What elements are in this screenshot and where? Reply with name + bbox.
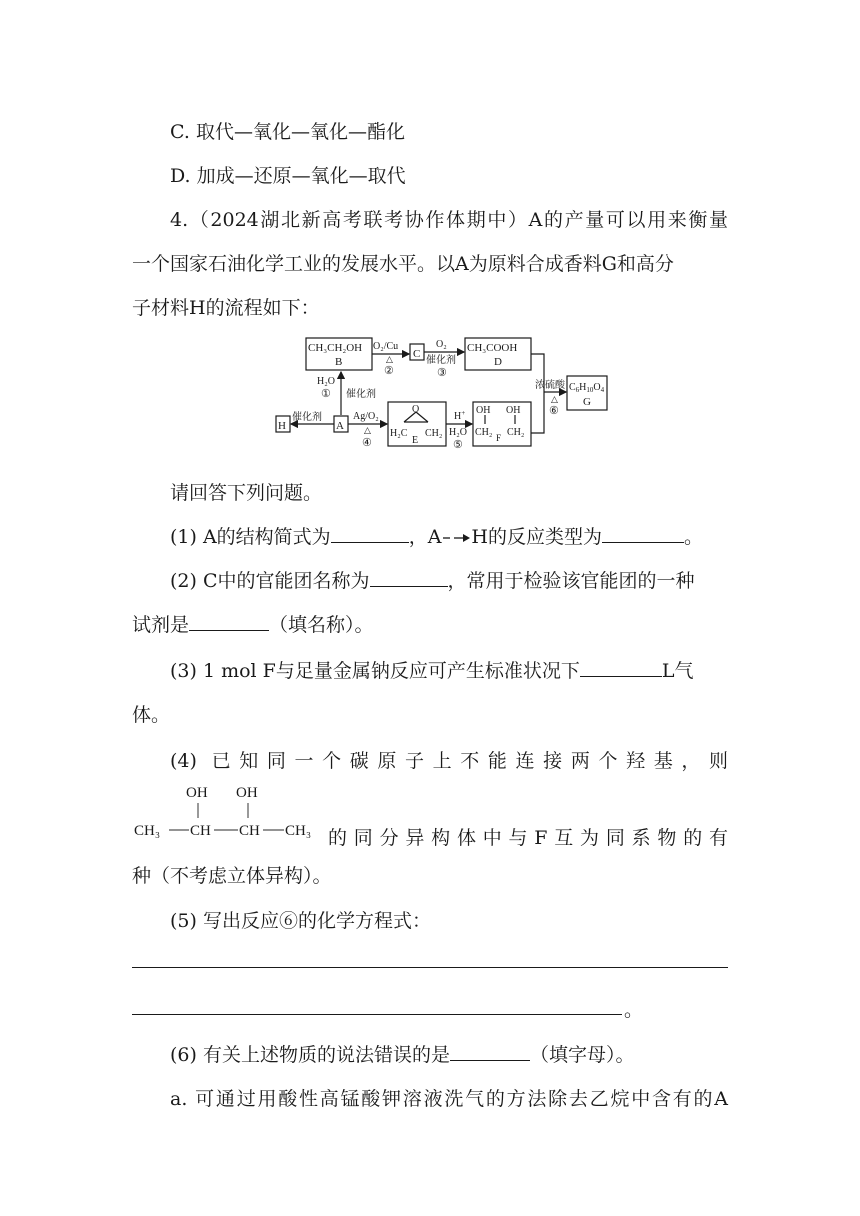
reagent-heat-4: △ bbox=[364, 425, 371, 435]
box-g-formula: $C_6H_{10}O_4$ bbox=[569, 382, 605, 394]
question-stem-1: A的产量可以用来衡量 bbox=[528, 209, 728, 231]
f-oh-right: OH bbox=[506, 405, 521, 416]
q5-end: 。 bbox=[624, 999, 644, 1021]
f-oh-left: OH bbox=[476, 405, 491, 416]
question-4-line-1: (4) 已知同一个碳原子上不能连接两个羟基，则 bbox=[170, 750, 728, 772]
box-d-formula: CH₃COOH bbox=[467, 342, 518, 354]
q1-text-b: ，A bbox=[408, 526, 442, 548]
struct-ch-1: CH bbox=[190, 823, 211, 839]
q2-text-d: （填名称）。 bbox=[269, 614, 374, 636]
question-6 bbox=[170, 1040, 634, 1067]
q3-text-a: (3) 1 mol F与足量金属钠反应可产生标准状况下 bbox=[170, 660, 580, 682]
reagent-conc-h2so4: 浓硫酸 bbox=[535, 380, 565, 391]
q5-answer-line-2[interactable] bbox=[132, 1014, 622, 1015]
epoxide-o: O bbox=[412, 404, 420, 415]
catalyst-h: 催化剂 bbox=[292, 412, 322, 423]
reagent-heat-2: △ bbox=[386, 354, 393, 364]
q3-text-b: L气 bbox=[661, 660, 694, 682]
synthesis-flow-diagram bbox=[270, 332, 620, 454]
question-4-line-3: 种（不考虑立体异构）。 bbox=[132, 865, 332, 887]
reagent-h2o-5: H₂O bbox=[449, 427, 467, 438]
option-c: C. 取代—氧化—氧化—酯化 bbox=[170, 121, 405, 143]
epoxide-ch2: CH₂ bbox=[425, 428, 443, 439]
q2-answer-blank-1[interactable] bbox=[370, 568, 448, 587]
step-3: ③ bbox=[437, 367, 447, 379]
struct-oh-2: OH bbox=[236, 785, 258, 801]
step-5: ⑤ bbox=[453, 439, 463, 451]
f-letter: F bbox=[496, 433, 502, 443]
f-ch2-left: CH₂ bbox=[475, 427, 493, 438]
struct-ch3-left: CH₃ bbox=[134, 823, 161, 839]
reagent-ago2: Ag/O₂ bbox=[353, 411, 379, 422]
struct-ch3-right: CH₃ bbox=[285, 823, 312, 839]
catalyst-3: 催化剂 bbox=[426, 355, 456, 366]
question-number: 4. bbox=[170, 209, 189, 231]
q1-answer-blank-1[interactable] bbox=[331, 524, 409, 543]
box-e-letter: E bbox=[412, 435, 419, 446]
box-c-letter: C bbox=[413, 348, 421, 360]
q1-end: 。 bbox=[684, 526, 704, 548]
reagent-h-plus: H+ bbox=[454, 409, 466, 422]
question-3-line-1 bbox=[170, 656, 693, 683]
q6-answer-blank[interactable] bbox=[450, 1042, 530, 1061]
q2-text-c: 试剂是 bbox=[132, 614, 190, 636]
step-6: ⑥ bbox=[549, 405, 559, 417]
prompt-text: 请回答下列问题。 bbox=[170, 482, 323, 504]
reaction-arrow-icon bbox=[441, 532, 471, 544]
question-4-line-2: 一个国家石油化学工业的发展水平。以A为原料合成香料G和高分 bbox=[132, 253, 674, 275]
step-4: ④ bbox=[362, 437, 372, 449]
step-1: ① bbox=[321, 388, 331, 400]
question-5: (5) 写出反应⑥的化学方程式： bbox=[170, 910, 431, 932]
reagent-o2: O₂ bbox=[436, 339, 447, 350]
question-2-line-2 bbox=[132, 610, 374, 637]
f-ch2-right: CH₂ bbox=[507, 427, 525, 438]
question-source: （2024湖北新高考联考协作体期中） bbox=[188, 209, 529, 231]
question-1 bbox=[170, 522, 703, 549]
struct-ch-2: CH bbox=[239, 823, 260, 839]
struct-oh-1: OH bbox=[186, 785, 208, 801]
question-2-line-1 bbox=[170, 566, 695, 593]
q2-answer-blank-2[interactable] bbox=[189, 612, 269, 631]
question-3-line-2: 体。 bbox=[132, 704, 171, 726]
question-4-line-3: 子材料H的流程如下： bbox=[132, 297, 320, 319]
q5-answer-line-1[interactable] bbox=[132, 967, 728, 968]
butanediol-structure bbox=[132, 782, 327, 840]
step-2: ② bbox=[384, 365, 394, 377]
question-4-line-1 bbox=[132, 205, 728, 232]
epoxide-h2c: H₂C bbox=[390, 428, 408, 439]
q2-text-b: ，常用于检验该官能团的一种 bbox=[447, 570, 695, 592]
reagent-heat-6: △ bbox=[551, 394, 558, 404]
box-d-letter: D bbox=[494, 356, 502, 368]
box-g-letter: G bbox=[583, 396, 591, 408]
box-h-letter: H bbox=[278, 420, 286, 432]
box-b-formula: CH₃CH₂OH bbox=[308, 342, 363, 354]
q2-text-a: (2) C中的官能团名称为 bbox=[170, 570, 370, 592]
q6-text-a: (6) 有关上述物质的说法错误的是 bbox=[170, 1044, 450, 1066]
question-4-line-2: 的同分异构体中与F互为同系物的有 bbox=[328, 827, 728, 849]
catalyst-1: 催化剂 bbox=[346, 389, 376, 400]
option-a: a. 可通过用酸性高锰酸钾溶液洗气的方法除去乙烷中含有的A bbox=[170, 1088, 728, 1110]
q3-answer-blank[interactable] bbox=[580, 658, 662, 677]
reagent-o2cu: O₂/Cu bbox=[373, 341, 399, 352]
q1-text-c: H的反应类型为 bbox=[471, 526, 602, 548]
reagent-h2o-1: H₂O bbox=[317, 376, 335, 387]
q1-text-a: (1) A的结构简式为 bbox=[170, 526, 331, 548]
q1-answer-blank-2[interactable] bbox=[602, 524, 684, 543]
q6-text-b: （填字母）。 bbox=[529, 1044, 635, 1066]
option-d: D. 加成—还原—氧化—取代 bbox=[170, 165, 406, 187]
box-a-letter: A bbox=[336, 420, 344, 432]
box-b-letter: B bbox=[335, 356, 343, 368]
